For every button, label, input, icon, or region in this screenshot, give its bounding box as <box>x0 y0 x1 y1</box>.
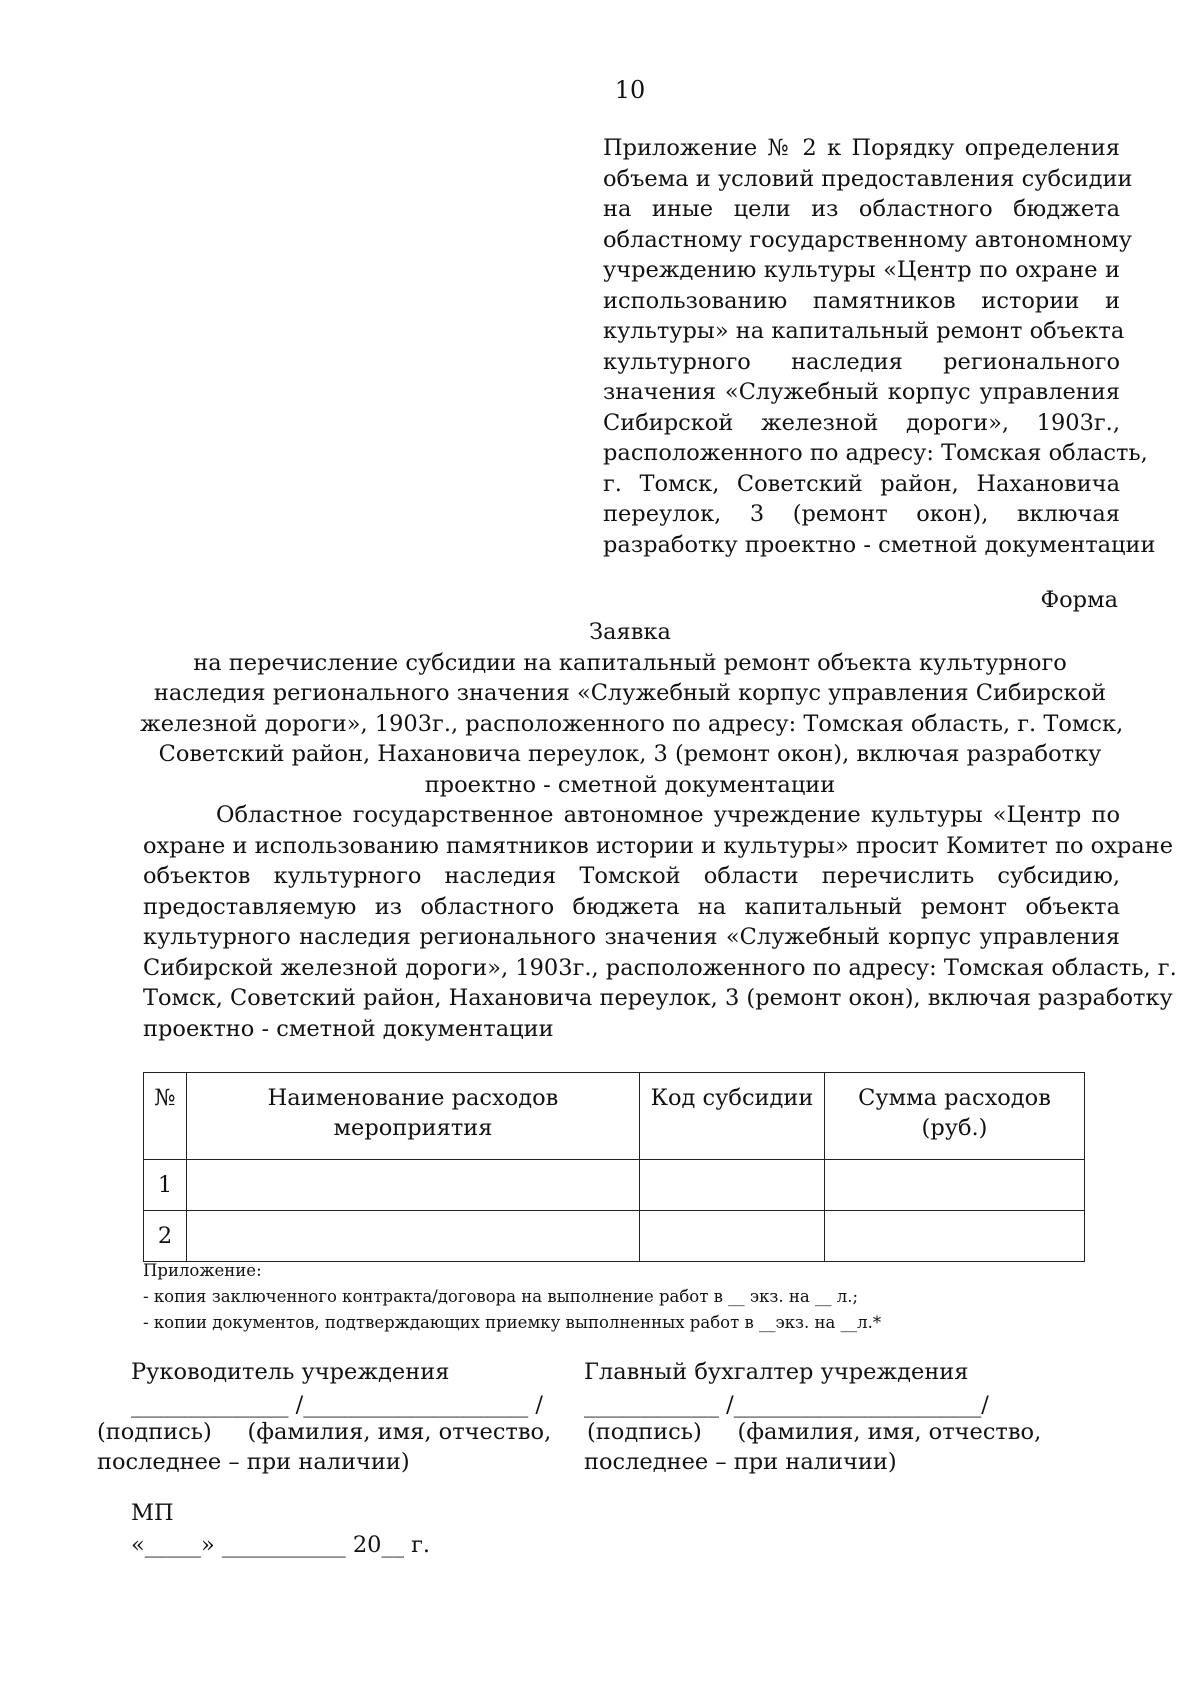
paragraph-line: объектов культурного наследия Томской области перечислить субсидию, <box>143 863 1120 889</box>
title-line: проектно - сметной документации <box>424 771 836 798</box>
annex-line: разработку проектно - сметной документации <box>603 531 1156 558</box>
annex-line: г. Томск, Советский район, Нахановича <box>603 470 1120 497</box>
expense-sum-cell[interactable] <box>825 1211 1085 1262</box>
annex-line: объема и условий предоставления субсидии <box>603 165 1133 192</box>
title-heading: Заявка <box>589 619 671 645</box>
header-expense-name: Наименование расходов мероприятия <box>187 1073 640 1160</box>
annex-line: Приложение № 2 к Порядку определения <box>603 135 1120 161</box>
expense-name-cell[interactable] <box>187 1211 640 1262</box>
paragraph-line: охране и использованию памятников истории и культуры» просит Комитет по охране <box>143 832 1174 859</box>
paragraph-line: культурного наследия регионального значения «Служебный корпус управления <box>143 924 1120 950</box>
subsidy-code-cell[interactable] <box>640 1160 825 1211</box>
attachments-label: Приложение: <box>143 1261 262 1280</box>
attachment-item: - копии документов, подтверждающих приемку выполненных работ в __экз. на __л.* <box>143 1313 882 1332</box>
title-line: на перечисление субсидии на капитальный ремонт объекта культурного <box>193 649 1067 676</box>
annex-line: на иные цели из областного бюджета <box>603 196 1120 222</box>
header-expense-sum: Сумма расходов (руб.) <box>825 1073 1085 1160</box>
accountant-signature-caption: (подпись) (фамилия, имя, отчество, <box>587 1419 1042 1445</box>
row-number: 1 <box>144 1160 187 1211</box>
expense-sum-cell[interactable] <box>825 1160 1085 1211</box>
annex-line: использованию памятников истории и <box>603 287 1120 314</box>
table-header-row <box>144 1073 1085 1160</box>
head-signature-title: Руководитель учреждения <box>131 1359 450 1385</box>
title-line: наследия регионального значения «Служебный корпус управления Сибирской <box>153 680 1107 706</box>
table-row <box>144 1211 1085 1262</box>
attachment-item: - копия заключенного контракта/договора на выполнение работ в __ экз. на __ л.; <box>143 1287 859 1306</box>
request-paragraph <box>143 800 1177 1044</box>
row-number: 2 <box>144 1211 187 1262</box>
application-title <box>140 617 1124 800</box>
annex-line: переулок, 3 (ремонт окон), включая <box>603 501 1120 527</box>
head-signature-caption-note: последнее – при наличии) <box>97 1449 410 1475</box>
page-number: 10 <box>614 76 646 104</box>
paragraph-line: проектно - сметной документации <box>143 1015 554 1042</box>
subsidy-code-cell[interactable] <box>640 1211 825 1262</box>
head-signature-caption: (подпись) (фамилия, имя, отчество, <box>97 1419 552 1445</box>
annex-line: учреждению культуры «Центр по охране и <box>603 257 1120 283</box>
stamp-block <box>131 1497 430 1561</box>
accountant-signature-title: Главный бухгалтер учреждения <box>584 1359 969 1385</box>
head-signature-line[interactable]: ______________ /____________________ / <box>131 1392 543 1418</box>
title-line: железной дороги», 1903г., расположенного по адресу: Томская область, г. Томск, <box>140 710 1124 737</box>
attachments-list <box>143 1258 881 1336</box>
expense-name-cell[interactable] <box>187 1160 640 1211</box>
accountant-signature-line[interactable]: ____________ /______________________/ <box>584 1392 989 1418</box>
annex-line: значения «Служебный корпус управления <box>603 379 1120 405</box>
date-line[interactable]: «_____» ___________ 20__ г. <box>131 1532 431 1558</box>
table-row <box>144 1160 1085 1211</box>
annex-line: культурного наследия регионального <box>603 348 1120 375</box>
form-label: Форма <box>1040 587 1118 613</box>
paragraph-line: Сибирской железной дороги», 1903г., расположенного по адресу: Томская область, г. <box>143 954 1177 981</box>
title-line: Советский район, Нахановича переулок, 3 (ремонт окон), включая разработку <box>158 741 1102 767</box>
stamp-label: МП <box>131 1500 174 1526</box>
header-subsidy-code: Код субсидии <box>640 1073 825 1160</box>
header-number: № <box>144 1073 187 1160</box>
accountant-signature-caption-note: последнее – при наличии) <box>584 1449 897 1475</box>
annex-line: расположенного по адресу: Томская область, <box>603 440 1148 466</box>
expenses-table <box>143 1072 1085 1262</box>
annex-line: культуры» на капитальный ремонт объекта <box>603 318 1125 344</box>
paragraph-line: Областное государственное автономное учреждение культуры «Центр по <box>216 802 1120 828</box>
annex-line: областному государственному автономному <box>603 226 1132 253</box>
annex-reference <box>603 133 1156 560</box>
annex-line: Сибирской железной дороги», 1903г., <box>603 409 1120 436</box>
paragraph-line: Томск, Советский район, Нахановича переулок, 3 (ремонт окон), включая разработку <box>143 985 1173 1011</box>
paragraph-line: предоставляемую из областного бюджета на капитальный ремонт объекта <box>143 893 1120 920</box>
